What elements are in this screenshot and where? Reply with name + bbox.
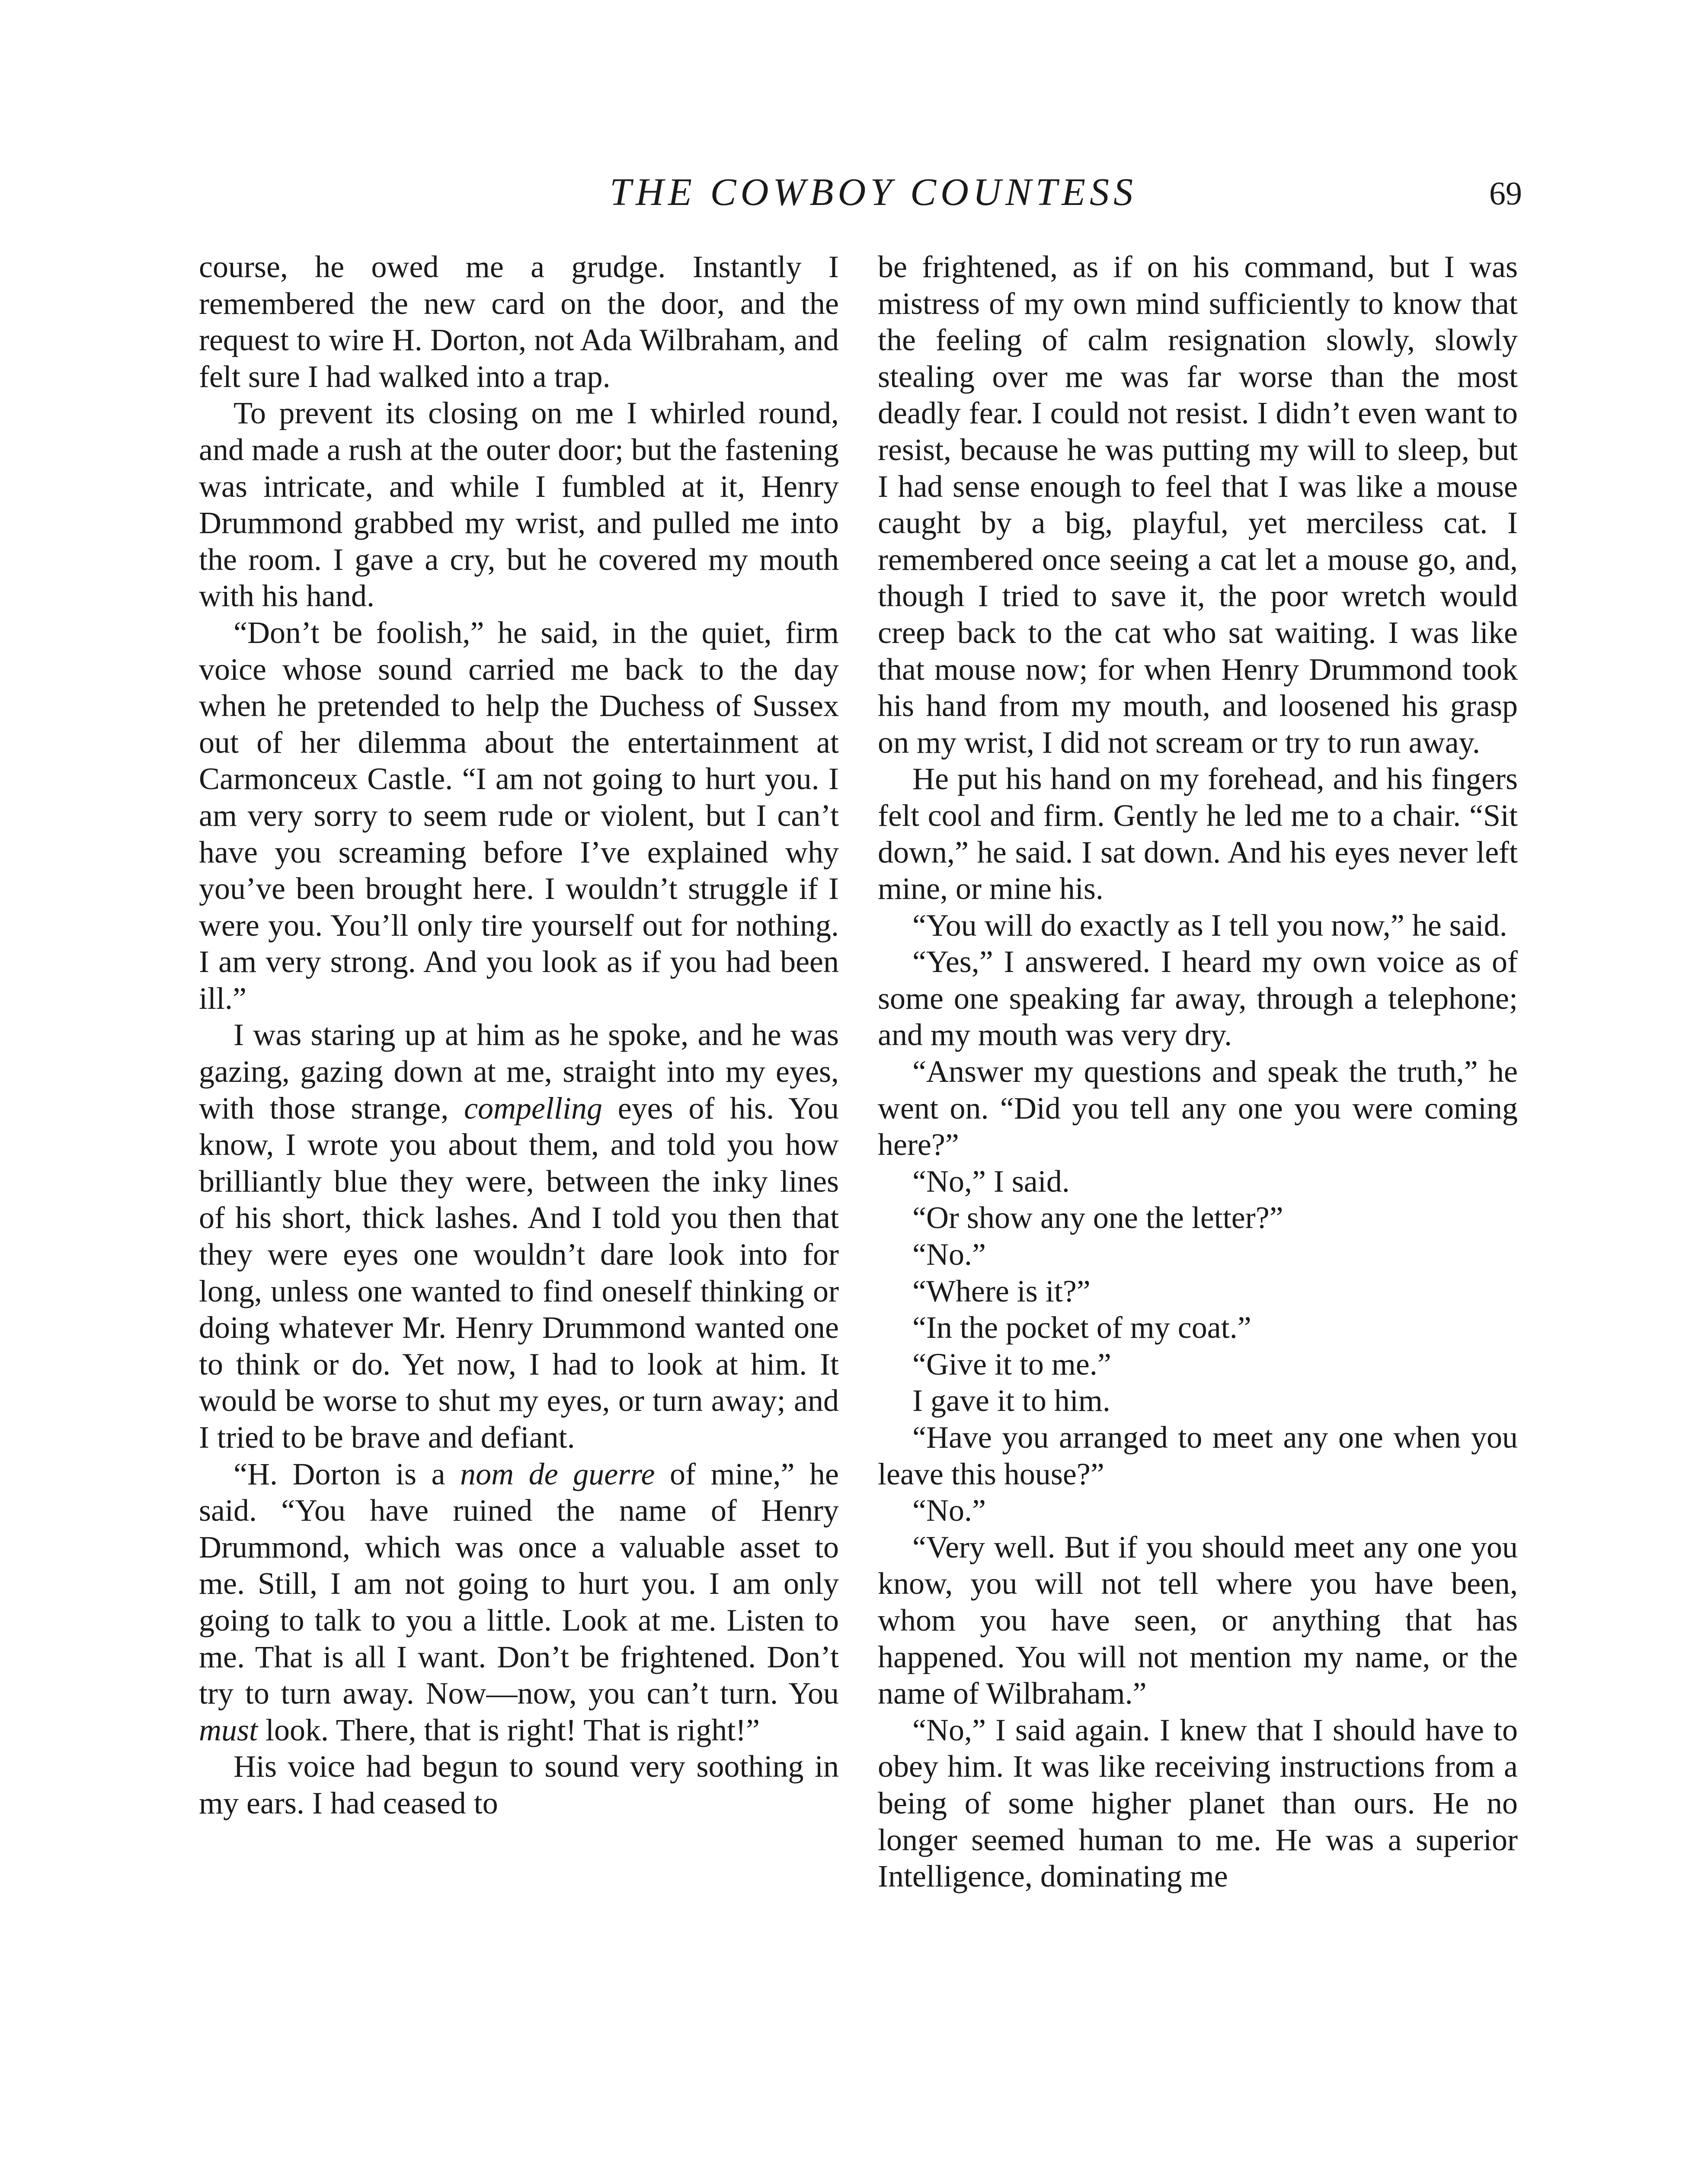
paragraph-text: look. There, that is right! That is right!” [258, 1712, 760, 1747]
paragraph: “No.” [912, 1237, 986, 1272]
paragraph: “Yes,” I answered. I heard my own voice as of some one speaking far away, through a telephone; and my mouth was very dry. [878, 944, 1518, 1052]
italic-text: compelling [464, 1091, 603, 1126]
paragraph: “Answer my questions and speak the truth,” he went on. “Did you tell any one you were coming here?” [878, 1054, 1518, 1162]
left-column [199, 249, 839, 1822]
paragraph: “Don’t be foolish,” he said, in the quiet, firm voice whose sound carried me back to the day when he pretended to help the Duchess of Sussex out of her dilemma about the entertainment at Carmonceux Castle. “I am not going to hurt you. I am very sorry to seem rude or violent, but I can’t have you screaming before I’ve explained why you’ve been brought here. I wouldn’t struggle if I were you. You’ll only tire yourself out for nothing. I am very strong. And you look as if you had been ill.” [199, 615, 839, 1016]
paragraph: I gave it to him. [912, 1383, 1110, 1418]
paragraph [199, 1017, 839, 1455]
paragraph: “Or show any one the letter?” [912, 1200, 1283, 1235]
paragraph: “Very well. But if you should meet any one you know, you will not tell where you have been, whom you have seen, or anything that has happened. You will not mention my name, or the name of Wilbraham.” [878, 1529, 1518, 1711]
paragraph: “Have you arranged to meet any one when you leave this house?” [878, 1420, 1518, 1491]
paragraph: He put his hand on my forehead, and his fingers felt cool and firm. Gently he led me to a chair. “Sit down,” he said. I sat down. And his eyes never left mine, or mine his. [878, 761, 1518, 906]
italic-text: must [199, 1712, 258, 1747]
paragraph: “Where is it?” [912, 1273, 1091, 1308]
paragraph: “In the pocket of my coat.” [912, 1310, 1251, 1345]
paragraph-text: eyes of his. You know, I wrote you about them, and told you how brilliantly blue they were, between the inky lines of his short, thick lashes. And I told you then that they were eyes one wouldn’t dare look into for long, unless one wanted to find oneself thinking or doing whatever Mr. Henry Drummond wanted one to think or do. Yet now, I had to look at him. It would be worse to shut my eyes, or turn away; and I tried to be brave and defiant. [199, 1091, 839, 1455]
paragraph [199, 1456, 839, 1749]
right-column [878, 249, 1518, 1895]
paragraph: “No,” I said again. I knew that I should have to obey him. It was like receiving instructions from a being of some higher planet than ours. He no longer seemed human to me. He was a superior Intelligence, dominating me [878, 1712, 1518, 1894]
page-number: 69 [1489, 176, 1522, 212]
paragraph: “No,” I said. [912, 1164, 1070, 1199]
paragraph: “No.” [912, 1493, 986, 1528]
paragraph: “Give it to me.” [912, 1346, 1111, 1382]
italic-text: nom de guerre [460, 1456, 655, 1491]
paragraph: course, he owed me a grudge. Instantly I remembered the new card on the door, and the request to wire H. Dorton, not Ada Wilbraham, and felt sure I had walked into a trap. [199, 249, 839, 394]
running-title: THE COWBOY COUNTESS [609, 171, 1138, 214]
paragraph-text: of mine,” he said. “You have ruined the name of Henry Drummond, which was once a valuable asset to me. Still, I am not going to hurt you. I am only going to talk to you a little. Look at me. Listen to me. That is all I want. Don’t be frightened. Don’t try to turn away. Now—now, you can’t turn. You [199, 1456, 839, 1711]
running-head [0, 166, 1708, 218]
paragraph-text: I was staring up at him as he spoke, and he was gazing, gazing down at me, straight into my eyes, with those strange, [199, 1017, 839, 1126]
paragraph: be frightened, as if on his command, but I was mistress of my own mind sufficiently to know that the feeling of calm resignation slowly, slowly stealing over me was far worse than the most deadly fear. I could not resist. I didn’t even want to resist, because he was putting my will to sleep, but I had sense enough to feel that I was like a mouse caught by a big, playful, yet merciless cat. I remembered once seeing a cat let a mouse go, and, though I tried to save it, the poor wretch would creep back to the cat who sat waiting. I was like that mouse now; for when Henry Drummond took his hand from my mouth, and loosened his grasp on my wrist, I did not scream or try to run away. [878, 249, 1518, 760]
paragraph: His voice had begun to sound very soothing in my ears. I had ceased to [199, 1749, 839, 1820]
paragraph-text: “H. Dorton is a [233, 1456, 461, 1491]
paragraph: “You will do exactly as I tell you now,” he said. [912, 908, 1507, 943]
paragraph: To prevent its closing on me I whirled round, and made a rush at the outer door; but the fastening was intricate, and while I fumbled at it, Henry Drummond grabbed my wrist, and pulled me into the room. I gave a cry, but he covered my mouth with his hand. [199, 396, 839, 614]
